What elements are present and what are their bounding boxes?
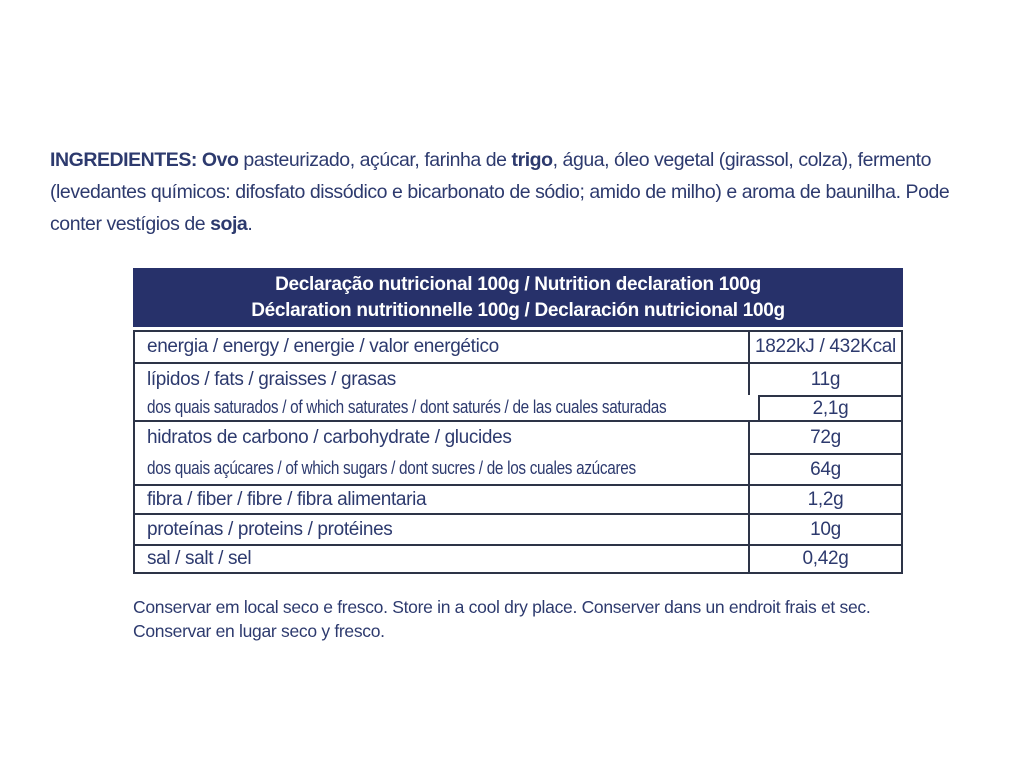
row-label: dos quais saturados / of which saturates / dont saturés / de las cuales saturadas (135, 395, 760, 420)
table-row-proteins (135, 513, 901, 544)
row-value: 1822kJ / 432Kcal (755, 336, 896, 357)
row-value: 0,42g (802, 548, 849, 569)
table-row-energy (135, 332, 901, 362)
ingredients-paragraph (50, 144, 986, 240)
ingredients-segment: trigo (511, 149, 553, 171)
row-value: 64g (750, 453, 901, 484)
row-value: 10g (810, 518, 841, 540)
ingredients-segment: . (247, 213, 253, 235)
table-row-carbohydrate (135, 420, 901, 453)
nutrition-table-header (133, 268, 903, 327)
row-label: lípidos / fats / graisses / grasas (135, 364, 750, 395)
row-label: fibra / fiber / fibre / fibra alimentaria (135, 486, 750, 513)
ingredients-segment: pasteurizado, açúcar, farinha de (238, 149, 512, 171)
row-label: dos quais açúcares / of which sugars / dont sucres / de los cuales azúcares (135, 453, 750, 484)
table-row-fats (135, 362, 901, 395)
ingredients-segment: INGREDIENTES: Ovo (50, 149, 239, 171)
table-row-fiber (135, 484, 901, 513)
table-row-salt (135, 544, 901, 572)
row-value: 1,2g (807, 488, 844, 510)
ingredients-segment: , água, óleo vegetal (girassol, colza), fermento (levedantes químicos: difosfato dissódico e bicarbonato de sódio; amido de milho) e aroma de baunilha. Pode conter vestígios de (50, 149, 950, 235)
row-label: hidratos de carbono / carbohydrate / glucides (135, 422, 750, 453)
row-label: sal / salt / sel (135, 546, 750, 572)
storage-instructions: Conservar em local seco e fresco. Store in a cool dry place. Conserver dans un endroit frais et sec. Conservar en lugar seco y fresco. (133, 597, 871, 641)
ingredients-segment: soja (210, 213, 248, 235)
table-header-line2: Déclaration nutritionnelle 100g / Declaración nutricional 100g (251, 299, 785, 321)
nutrition-table-body (133, 330, 903, 574)
row-label: proteínas / proteins / protéines (135, 515, 750, 544)
nutrition-table (133, 268, 903, 574)
row-label: energia / energy / energie / valor energético (135, 332, 750, 362)
row-value: 11g (810, 368, 841, 390)
table-row-sugars (135, 453, 901, 484)
table-row-saturates (135, 395, 901, 420)
table-header-line1: Declaração nutricional 100g / Nutrition declaration 100g (275, 273, 761, 295)
row-value: 72g (810, 426, 841, 448)
row-value: 2,1g (760, 395, 901, 420)
